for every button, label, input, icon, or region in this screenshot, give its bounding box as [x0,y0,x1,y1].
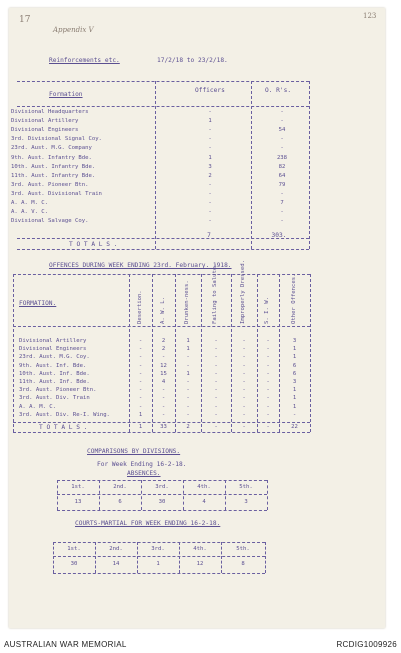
t2-col-formation: FORMATION. [19,300,57,307]
t1-row-officers: - [208,127,212,134]
t2-col-header: Other Offences. [290,273,297,324]
t1-row-name: Divisional Artillery [11,118,79,125]
courts-martial-title: COURTS-MARTIAL FOR WEEK ENDING 16-2-18. [75,520,221,527]
t1-row-officers: - [208,136,212,143]
t2-cell: - [214,338,218,344]
t2-cell: - [138,395,143,402]
t2-cell: - [242,354,246,361]
t2-cell: 12 [160,362,167,369]
absences-title: ABSENCES. [127,470,161,477]
t2-row-name: A. A. M. C. [19,403,57,410]
t2-cell: 1 [292,346,297,353]
t2-cell: - [161,354,166,361]
t2-total-cell: - [266,424,270,430]
t2-row-name: 11th. Aust. Inf. Bde. [19,379,90,385]
t2-cell: - [161,411,166,418]
t1-row-officers: 3 [208,163,212,170]
t2-cell: - [242,387,246,394]
t1-row-officers: - [208,181,212,188]
courts-header: 3rd. [151,546,165,552]
t2-cell: - [266,379,270,385]
t1-row-name: Divisional Salvage Coy. [11,218,89,225]
t2-total-cell: 33 [160,424,167,430]
absences-value: 3 [244,499,248,505]
t2-col-header: Drunken-ness. [184,280,190,324]
period-label: Reinforcements etc. [49,57,120,64]
t2-row-name: Divisional Engineers [19,346,87,353]
t2-total-cell: 22 [291,424,298,430]
t1-row-ors: - [280,136,284,143]
t2-cell: 3 [292,338,297,344]
t2-cell: - [186,362,190,369]
t2-cell: - [214,379,218,385]
document-page [9,8,385,628]
t2-totals-label: T O T A L S . [39,424,88,431]
courts-header: 4th. [193,546,207,552]
t1-col-formation: Formation [49,91,83,98]
t1-row-ors: - [280,145,284,152]
t2-cell: - [186,411,190,418]
t1-col-officers: Officers [195,87,225,94]
t1-row-officers: - [208,190,212,197]
t2-cell: - [186,395,190,402]
t1-totals-label: T O T A L S . [69,241,118,248]
t2-row-name: 9th. Aust. Inf. Bde. [19,362,87,369]
t1-row-ors: - [280,218,284,225]
t1-row-officers: - [208,145,212,152]
t1-row-name: 9th. Aust. Infantry Bde. [11,154,92,161]
t2-cell: - [161,387,166,394]
t2-row-name: 10th. Aust. Inf. Bde. [19,370,90,377]
comparisons-subtitle: For Week Ending 16-2-18. [97,461,187,468]
t2-cell: - [138,387,143,394]
t1-row-name: 10th. Aust. Infantry Bde. [11,163,96,170]
absences-header: 4th. [197,484,211,490]
t2-cell: 6 [292,362,297,369]
t2-cell: - [242,403,246,410]
comparisons-title: COMPARISONS BY DIVISIONS. [87,448,181,455]
absences-header: 1st. [71,484,85,490]
folio-number: 123 [363,12,377,20]
courts-header: 2nd. [109,546,123,552]
t2-col-header: A. W. L. [159,297,166,324]
t1-row-ors: 54 [278,127,286,134]
t2-cell: - [242,346,246,353]
t2-cell: - [138,403,143,410]
t2-cell: - [266,411,270,418]
page-number: 17 [19,15,31,25]
t2-cell: - [138,346,143,353]
t2-total-cell: 1 [138,424,143,430]
t1-row-name: 23rd. Aust. M.G. Company [11,145,92,152]
t2-cell: - [242,379,246,385]
absences-header: 3rd. [155,484,169,490]
appendix-annotation: Appendix V [53,26,94,34]
courts-value: 14 [112,561,120,567]
absences-value: 30 [158,499,166,505]
absences-header: 5th. [239,484,253,490]
t1-row-ors: - [280,109,284,115]
t2-cell: - [214,395,218,402]
t1-row-name: 3rd. Aust. Divisional Train [11,190,102,197]
t1-row-officers: - [208,200,212,206]
t2-cell: - [186,403,190,410]
t2-col-header: S. I. W. [264,297,270,324]
t2-cell: 4 [161,379,166,385]
t1-total-ors: 303. [271,232,287,239]
t2-col-header: Improperly Dressed. [240,260,246,324]
t1-row-ors: 82 [278,163,286,170]
t2-cell: - [161,395,166,402]
t2-cell: 6 [292,370,297,377]
t2-cell: - [266,395,270,402]
courts-value: 8 [241,561,245,567]
t2-col-header: Failing to Salute. [212,263,218,324]
t2-cell: - [138,362,143,369]
t2-cell: - [161,403,166,410]
t2-cell: - [138,370,143,377]
t1-row-ors: 64 [278,172,286,179]
t2-cell: - [214,370,218,377]
t1-row-ors: - [280,118,284,125]
t2-cell: - [266,370,270,377]
t1-row-ors: - [280,190,284,197]
courts-value: 1 [156,561,160,567]
t2-cell: - [242,362,246,369]
t2-cell: - [138,379,143,385]
t1-row-officers: - [208,209,212,216]
footer-record-id: RCDIG1009926 [336,640,397,649]
t2-row-name: 3rd. Aust. Div. Train [19,395,90,402]
t2-col-header: Desertion. [136,290,143,324]
t2-cell: - [266,387,270,394]
t2-cell: - [266,403,270,410]
t1-row-name: 3rd. Aust. Pioneer Btn. [11,181,89,188]
t2-row-name: Divisional Artillery [19,338,87,344]
t2-cell: - [214,354,218,361]
t1-row-name: 3rd. Divisional Signal Coy. [11,136,102,143]
absences-value: 13 [74,499,82,505]
courts-value: 30 [70,561,78,567]
t2-cell: 1 [292,354,297,361]
absences-value: 4 [202,499,206,505]
courts-header: 1st. [67,546,81,552]
t2-total-cell: - [214,424,218,430]
courts-header: 5th. [236,546,250,552]
t1-row-ors: 238 [276,154,288,161]
t2-cell: - [186,379,190,385]
t2-cell: - [214,387,218,394]
t2-cell: - [292,411,297,418]
t2-cell: - [266,346,270,353]
t1-row-name: 11th. Aust. Infantry Bde. [11,172,96,179]
absences-header: 2nd. [113,484,127,490]
t2-cell: 1 [292,387,297,394]
t2-cell: - [138,338,143,344]
t2-cell: - [266,362,270,369]
t2-cell: - [242,370,246,377]
t2-cell: - [242,395,246,402]
t2-cell: 1 [292,403,297,410]
t2-cell: 1 [186,370,190,377]
t2-cell: - [214,411,218,418]
t2-cell: 1 [186,338,190,344]
t2-row-name: 3rd. Aust. Pioneer Btn. [19,387,97,394]
t2-row-name: 3rd. Aust. Div. Re-I. Wing. [19,411,110,418]
t1-row-name: Divisional Headquarters [11,109,89,115]
t1-row-officers: 1 [208,118,212,125]
footer-archive-name: AUSTRALIAN WAR MEMORIAL [4,640,127,649]
t2-cell: 2 [161,346,166,353]
t2-cell: 1 [186,346,190,353]
t2-cell: - [266,354,270,361]
t1-row-name: A. A. V. C. [11,209,49,216]
t1-row-name: A. A. M. C. [11,200,49,206]
t2-cell: - [138,354,143,361]
t2-cell: 1 [292,395,297,402]
period-range: 17/2/18 to 23/2/18. [157,57,228,64]
offences-title: OFFENCES DURING WEEK ENDING 23rd. February. 1918. [49,262,232,269]
t2-cell: - [242,411,246,418]
t1-row-ors: - [280,209,284,216]
t1-row-ors: 7 [280,200,284,206]
t1-row-officers: - [208,109,212,115]
t2-cell: - [214,346,218,353]
t2-cell: - [186,387,190,394]
t2-row-name: 23rd. Aust. M.G. Coy. [19,354,90,361]
t2-total-cell: 2 [186,424,190,430]
t1-row-officers: 2 [208,172,212,179]
t2-cell: - [186,354,190,361]
t1-row-officers: - [208,218,212,225]
courts-value: 12 [196,561,204,567]
t2-cell: 15 [160,370,167,377]
absences-value: 6 [118,499,122,505]
t2-cell: 2 [161,338,166,344]
t2-total-cell: - [242,424,246,430]
t1-row-officers: 1 [208,154,212,161]
t2-cell: - [266,338,270,344]
t1-total-officers: 7 [207,232,211,239]
t2-cell: - [214,403,218,410]
t2-cell: 1 [138,411,143,418]
t2-cell: 3 [292,379,297,385]
t1-col-ors: O. R's. [265,87,292,94]
t2-cell: - [214,362,218,369]
t1-row-ors: 79 [278,181,286,188]
t1-row-name: Divisional Engineers [11,127,79,134]
t2-cell: - [242,338,246,344]
